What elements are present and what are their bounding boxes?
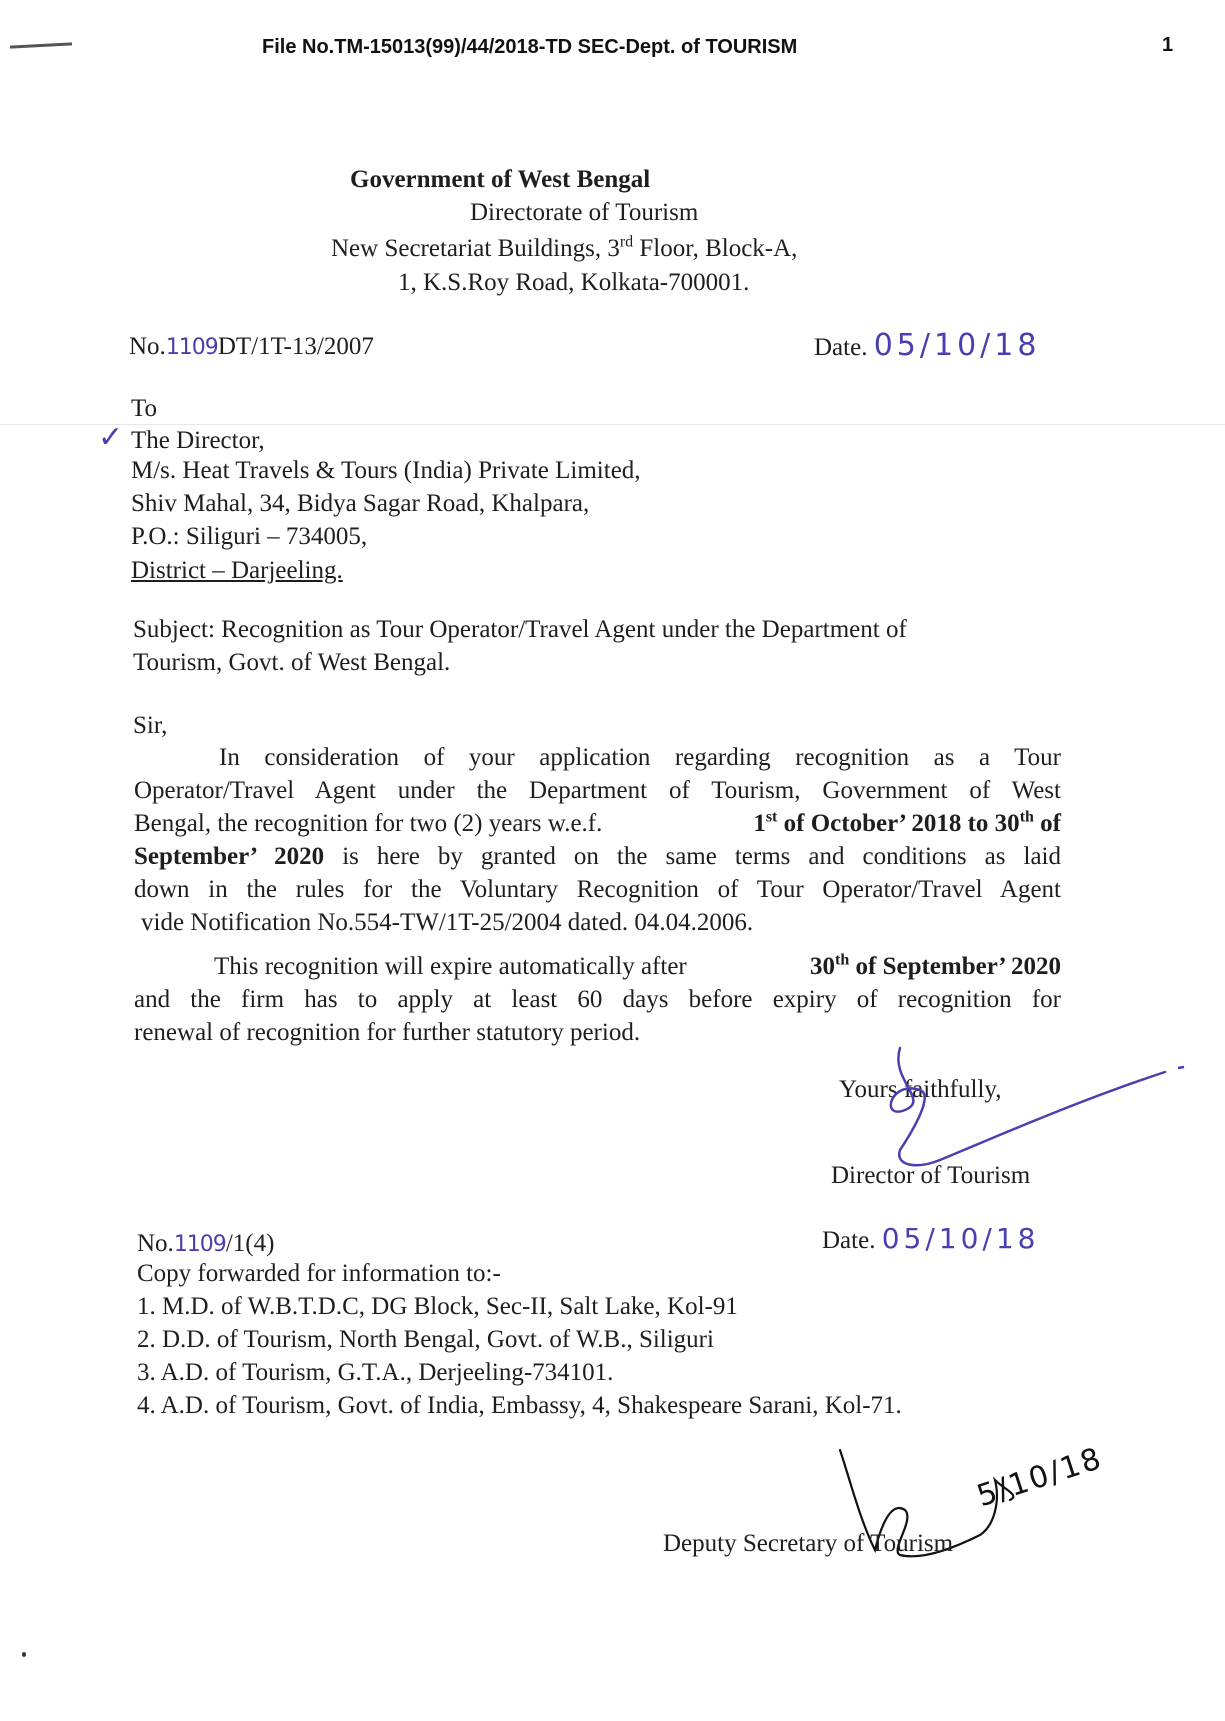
forward-item-2: 2. D.D. of Tourism, North Bengal, Govt. of W.B., Siliguri [137, 1326, 714, 1353]
body-paragraph-1 [134, 741, 1061, 939]
signature-2-date: 5/10/18 [972, 1440, 1107, 1515]
letterhead-address-2: 1, K.S.Roy Road, Kolkata-700001. [398, 269, 750, 296]
para1-line-6: vide Notification No.554-TW/1T-25/2004 dated. 04.04.2006. [141, 909, 754, 936]
para1-line-3: Bengal, the recognition for two (2) years w.e.f. 1st of October’ 2018 to 30th of [134, 808, 1061, 837]
para1-line-2: Operator/Travel Agent under the Department of Tourism, Government of West [134, 777, 1061, 804]
para1-line-5: down in the rules for the Voluntary Recognition of Tour Operator/Travel Agent [134, 876, 1061, 903]
addressee-line-2: M/s. Heat Travels & Tours (India) Private Limited, [131, 457, 641, 484]
letterhead-government: Government of West Bengal [350, 166, 651, 193]
signatory-director: Director of Tourism [831, 1162, 1031, 1189]
addressee-line-1: The Director, [131, 427, 265, 454]
para1-line-4: September’ 2020 is here by granted on the same terms and conditions as laid [134, 843, 1061, 870]
closing: Yours faithfully, [839, 1076, 1002, 1103]
signatory-deputy-secretary: Deputy Secretary of Tourism [663, 1530, 954, 1557]
addressee-line-4: P.O.: Siliguri – 734005, [131, 523, 368, 550]
addressee-line-3: Shiv Mahal, 34, Bidya Sagar Road, Khalpara, [131, 490, 590, 517]
forward-item-3: 3. A.D. of Tourism, G.T.A., Derjeeling-734101. [137, 1359, 614, 1386]
para2-line-2: and the firm has to apply at least 60 days before expiry of recognition for [134, 986, 1061, 1013]
para2-line-3: renewal of recognition for further statutory period. [134, 1019, 641, 1046]
file-number-header: File No.TM-15013(99)/44/2018-TD SEC-Dept. of TOURISM [262, 36, 798, 58]
para1-line-1: In consideration of your application regarding recognition as a Tour [219, 744, 1061, 771]
memo-date-handwritten: 05/10/18 [873, 328, 1041, 363]
to-label: To [131, 395, 158, 422]
tick-mark: ✓ [98, 420, 125, 455]
subject-line-2: Tourism, Govt. of West Bengal. [133, 649, 451, 676]
salutation: Sir, [133, 712, 168, 739]
letterhead-address-1: New Secretariat Buildings, 3rd Floor, Block-A, [331, 233, 798, 262]
forward-number-handwritten: 1109 [173, 1232, 226, 1257]
page-number: 1 [1162, 34, 1174, 56]
scan-dot [22, 1652, 26, 1657]
forward-date: Date. 05/10/18 [822, 1222, 1040, 1255]
memo-number-handwritten: 1109 [165, 335, 218, 360]
letterhead-directorate: Directorate of Tourism [470, 199, 699, 226]
scan-mark [10, 42, 72, 48]
subject-line-1: Subject: Recognition as Tour Operator/Travel Agent under the Department of [133, 616, 907, 643]
memo-date: Date. 05/10/18 [814, 328, 1041, 363]
body-paragraph-2 [134, 950, 1061, 1049]
memo-number: No.1109DT/1T-13/2007 [129, 333, 374, 360]
forward-intro: Copy forwarded for information to:- [137, 1260, 501, 1287]
forward-item-1: 1. M.D. of W.B.T.D.C, DG Block, Sec-II, Salt Lake, Kol-91 [137, 1293, 738, 1320]
para2-line-1: This recognition will expire automatically after 30th of September’ 2020 [214, 951, 1061, 980]
forward-item-4: 4. A.D. of Tourism, Govt. of India, Embassy, 4, Shakespeare Sarani, Kol-71. [137, 1392, 902, 1419]
forward-number: No.1109/1(4) [137, 1230, 275, 1257]
forward-date-handwritten: 05/10/18 [881, 1222, 1040, 1255]
addressee-line-5: District – Darjeeling. [131, 557, 343, 584]
